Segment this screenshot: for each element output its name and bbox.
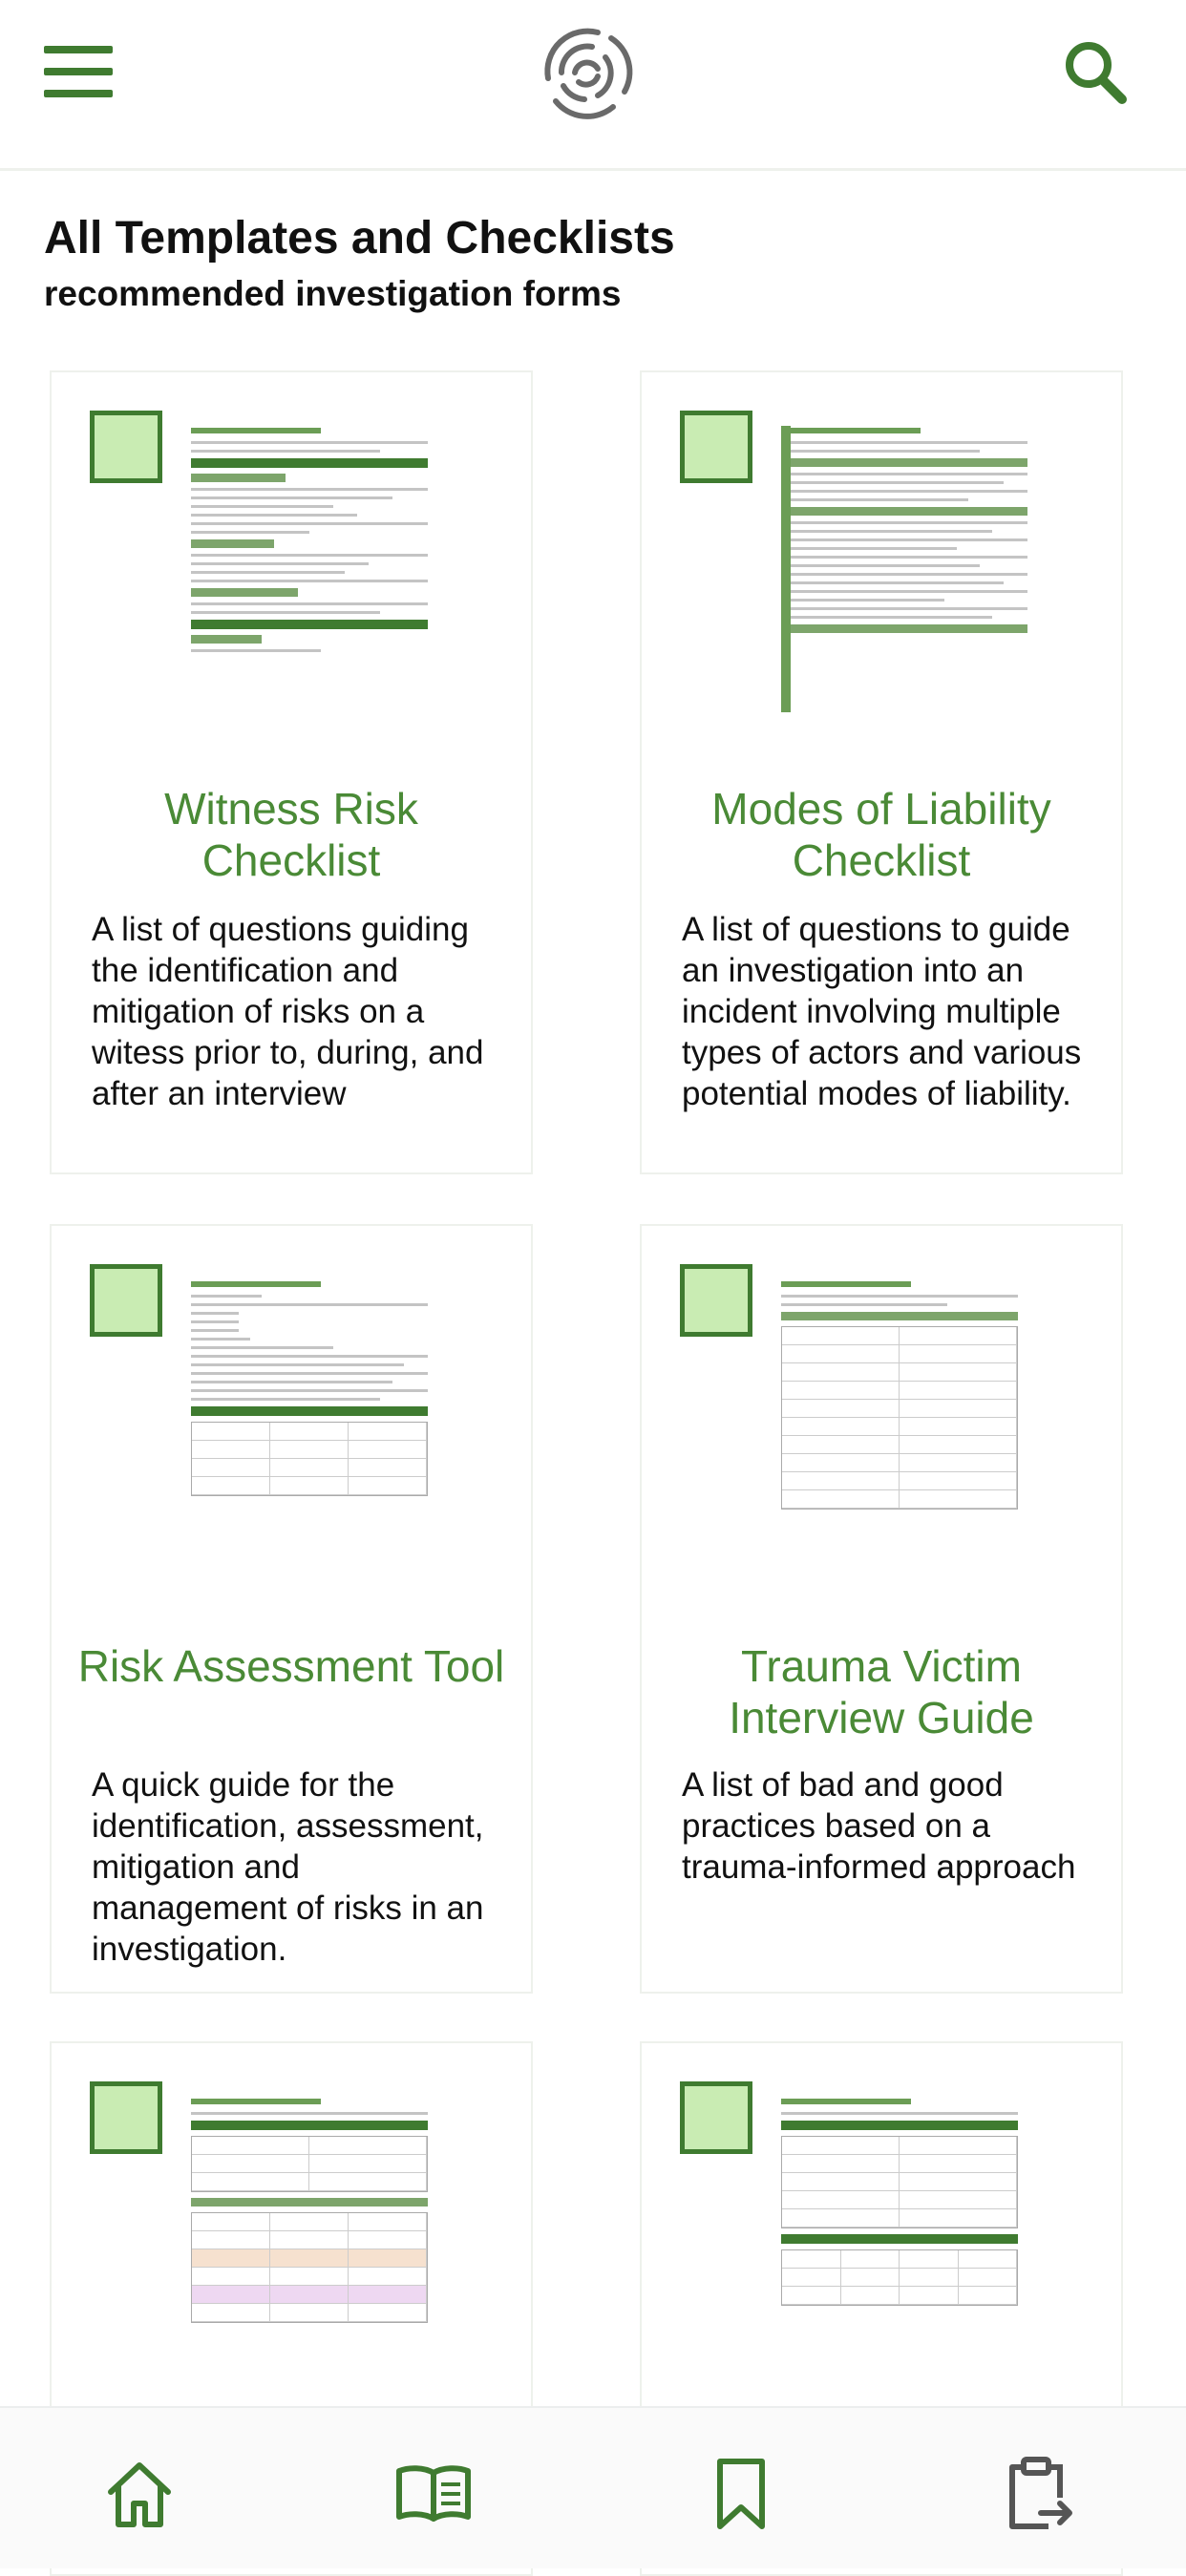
checkbox[interactable]	[680, 2081, 752, 2154]
card-description: A quick guide for the identification, assessment, mitigation and management of risks in an investigation.	[92, 1766, 484, 1968]
checkbox[interactable]	[90, 2081, 162, 2154]
logo-icon	[531, 19, 642, 124]
template-card[interactable]	[640, 1224, 1123, 1994]
document-thumbnail	[781, 1279, 1018, 1566]
document-thumbnail	[781, 2097, 1018, 2383]
template-card[interactable]	[50, 1224, 533, 1994]
card-description: A list of questions guiding the identification and mitigation of risks on a witess prior to, during, and after an interview	[92, 911, 484, 1112]
card-description: A list of questions to guide an investigation into an incident involving multiple types of actors and various potential modes of liability.	[682, 911, 1082, 1112]
card-title[interactable]: Witness Risk Checklist	[164, 784, 418, 885]
clipboard-export-icon[interactable]	[999, 2456, 1075, 2532]
hamburger-menu-icon[interactable]	[44, 46, 113, 99]
checkbox[interactable]	[90, 411, 162, 483]
bookmark-icon[interactable]	[703, 2456, 779, 2532]
document-thumbnail	[191, 426, 428, 712]
home-icon[interactable]	[101, 2456, 178, 2532]
document-thumbnail	[191, 2097, 428, 2383]
page-subtitle: recommended investigation forms	[44, 274, 622, 313]
card-description: A list of bad and good practices based on a trauma-informed approach	[682, 1766, 1076, 1886]
card-title[interactable]: Trauma Victim Interview Guide	[729, 1641, 1034, 1742]
card-title[interactable]: Risk Assessment Tool	[77, 1641, 505, 1691]
checkbox[interactable]	[680, 411, 752, 483]
document-thumbnail	[191, 1279, 428, 1566]
card-title[interactable]: Modes of Liability Checklist	[711, 784, 1051, 885]
document-thumbnail	[781, 426, 1027, 712]
bottom-nav-bar	[0, 2406, 1186, 2568]
open-book-icon[interactable]	[395, 2456, 472, 2532]
heading-block	[44, 210, 675, 319]
checkbox[interactable]	[680, 1264, 752, 1337]
checkbox[interactable]	[90, 1264, 162, 1337]
template-card[interactable]	[640, 370, 1123, 1174]
search-icon[interactable]	[1062, 38, 1129, 107]
page-title: All Templates and Checklists	[44, 213, 675, 264]
top-bar	[0, 0, 1186, 171]
template-card[interactable]	[50, 370, 533, 1174]
